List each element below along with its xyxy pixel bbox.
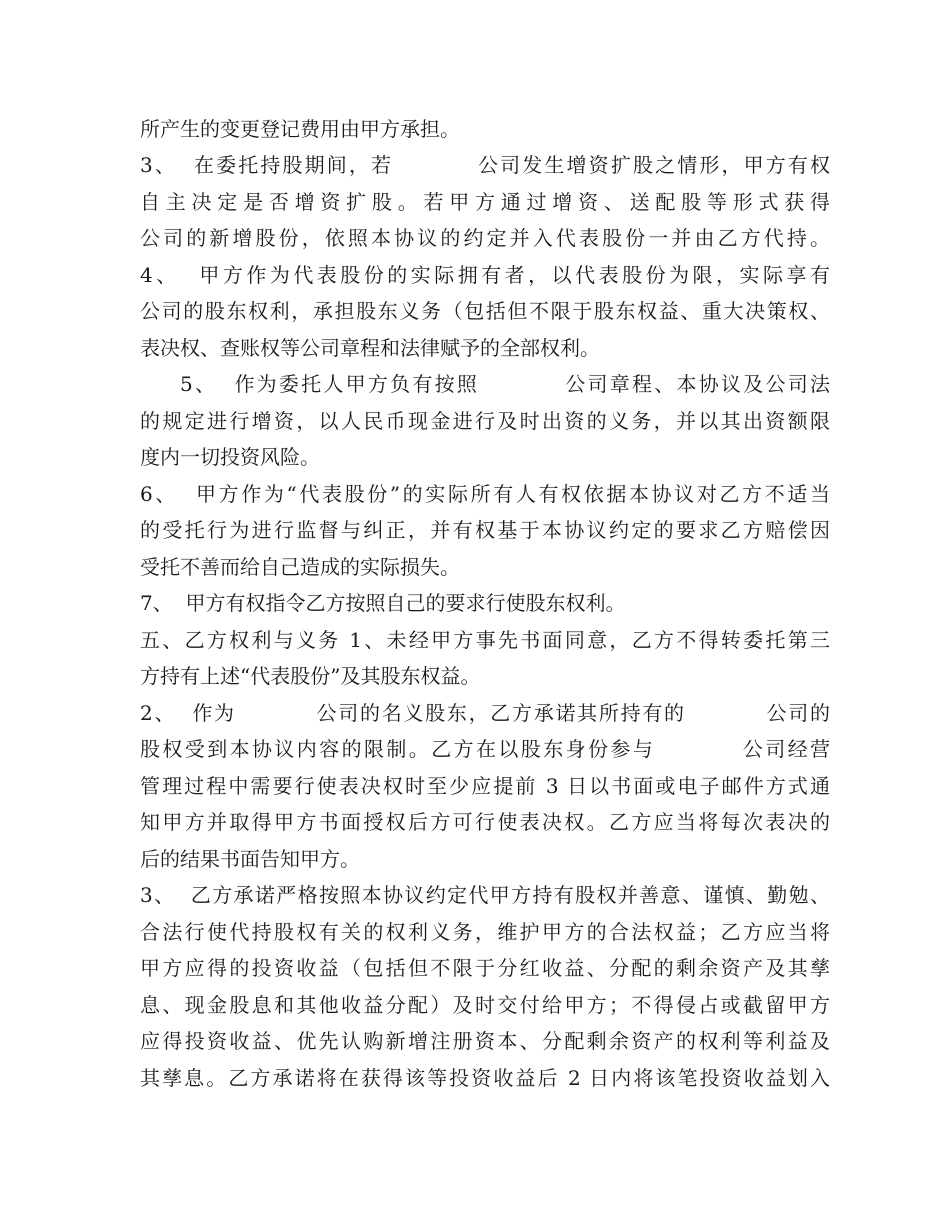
text-line: 7、 甲方有权指令乙方按照自己的要求行使股东权利。 xyxy=(140,591,626,615)
text-line: 五、乙方权利与义务 1、未经甲方事先书面同意，乙方不得转委托第三 xyxy=(140,628,830,652)
text-line: 应得投资收益、优先认购新增注册资本、分配剩余资产的权利等利益及 xyxy=(140,1029,830,1053)
text-line: 2、 作为 公司的名义股东，乙方承诺其所持有的 公司的 xyxy=(140,701,830,725)
text-line: 息、现金股息和其他收益分配）及时交付给甲方；不得侵占或截留甲方 xyxy=(140,993,830,1017)
text-line: 其孳息。乙方承诺将在获得该等投资收益后 2 日内将该笔投资收益划入 xyxy=(140,1066,830,1090)
text-line: 3、 在委托持股期间，若 公司发生增资扩股之情形，甲方有权 xyxy=(140,153,830,177)
text-line: 甲方应得的投资收益（包括但不限于分红收益、分配的剩余资产及其孳 xyxy=(140,956,830,980)
text-line: 的受托行为进行监督与纠正，并有权基于本协议约定的要求乙方赔偿因 xyxy=(140,518,830,542)
text-line: 受托不善而给自己造成的实际损失。 xyxy=(140,555,460,579)
text-line: 后的结果书面告知甲方。 xyxy=(140,847,360,871)
text-line: 所产生的变更登记费用由甲方承担。 xyxy=(140,117,460,141)
text-line: 4、 甲方作为代表股份的实际拥有者，以代表股份为限，实际享有 xyxy=(140,263,830,287)
text-line: 公司的新增股份，依照本协议的约定并入代表股份一并由乙方代持。 xyxy=(140,226,830,250)
text-line: 知甲方并取得甲方书面授权后方可行使表决权。乙方应当将每次表决的 xyxy=(140,810,830,834)
text-line: 6、 甲方作为“代表股份”的实际所有人有权依据本协议对乙方不适当 xyxy=(140,482,830,506)
text-line: 的规定进行增资，以人民币现金进行及时出资的义务，并以其出资额限 xyxy=(140,409,830,433)
text-line: 管理过程中需要行使表决权时至少应提前 3 日以书面或电子邮件方式通 xyxy=(140,774,830,798)
text-line: 5、 作为委托人甲方负有按照 公司章程、本协议及公司法 xyxy=(180,372,830,396)
text-line: 公司的股东权利，承担股东义务（包括但不限于股东权益、重大决策权、 xyxy=(140,299,830,323)
text-line: 自主决定是否增资扩股。若甲方通过增资、送配股等形式获得 xyxy=(140,190,830,214)
text-line: 3、 乙方承诺严格按照本协议约定代甲方持有股权并善意、谨慎、勤勉、 xyxy=(140,883,830,907)
text-line: 度内一切投资风险。 xyxy=(140,445,320,469)
text-line: 股权受到本协议内容的限制。乙方在以股东身份参与 公司经营 xyxy=(140,737,830,761)
text-line: 方持有上述“代表股份”及其股东权益。 xyxy=(140,664,481,688)
text-line: 合法行使代持股权有关的权利义务，维护甲方的合法权益；乙方应当将 xyxy=(140,920,830,944)
text-line: 表决权、查账权等公司章程和法律赋予的全部权利。 xyxy=(140,336,600,360)
